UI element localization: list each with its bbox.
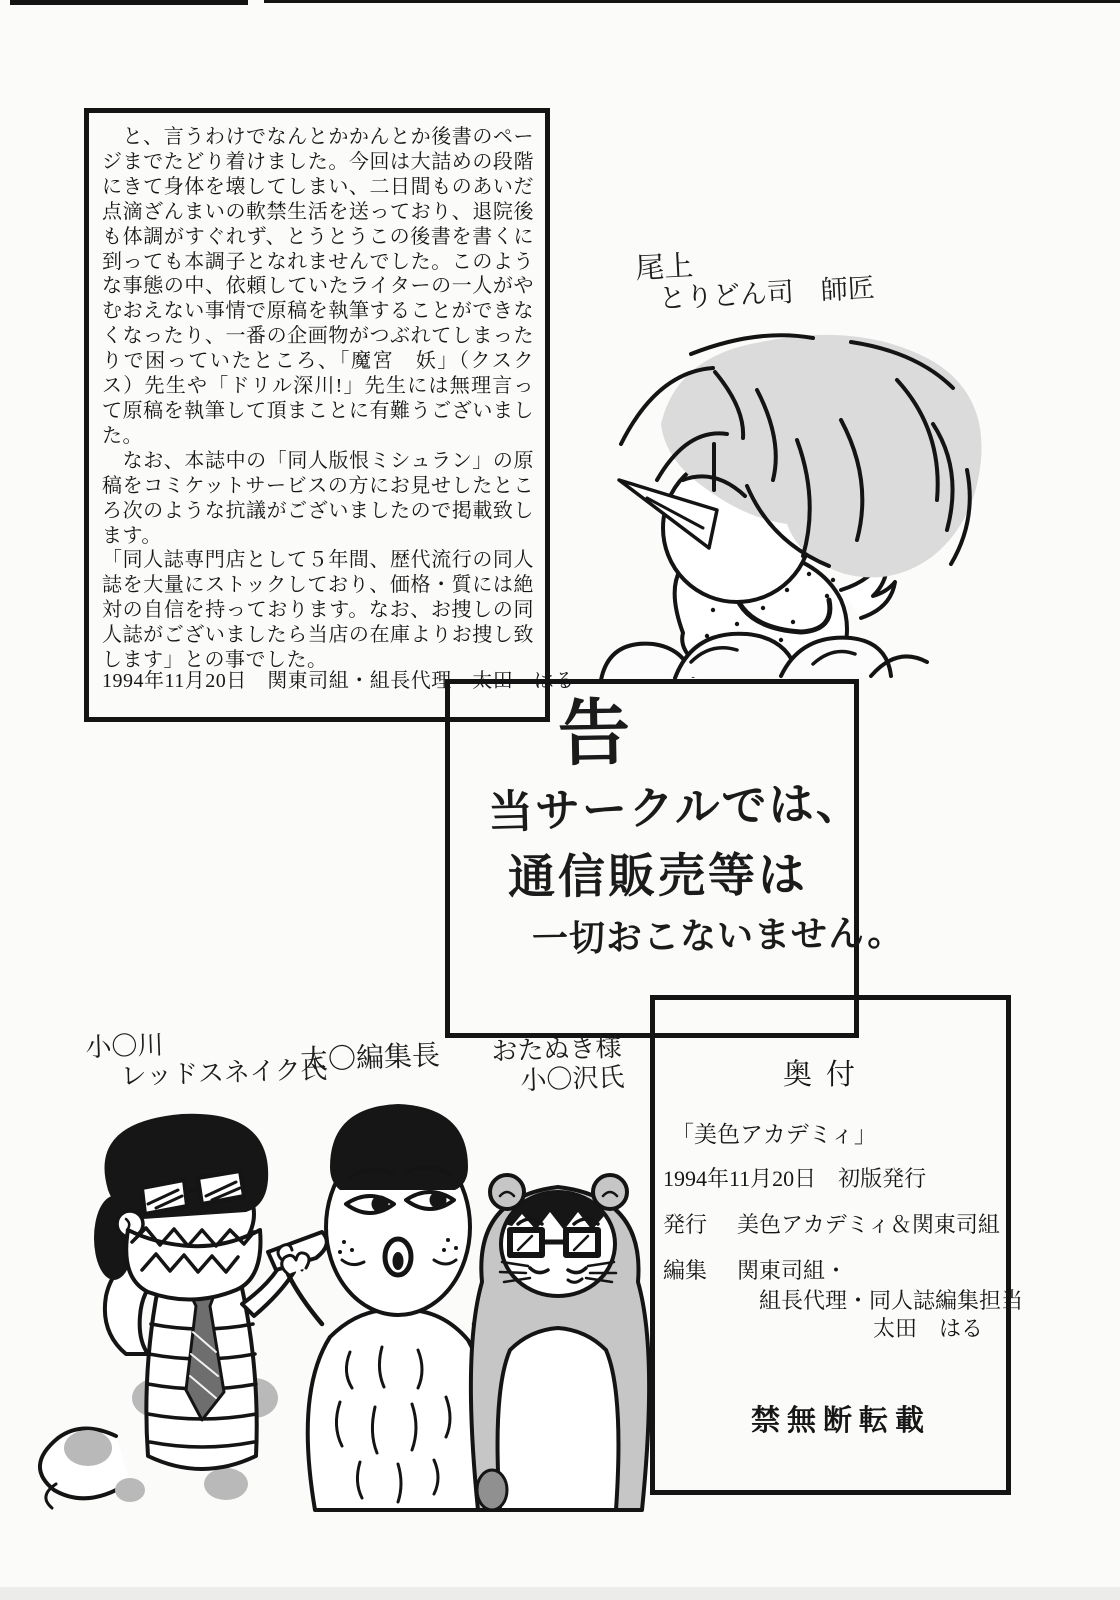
artist-caption-line2: とりどん司 師匠 — [658, 273, 876, 316]
colophon-reprint-notice: 禁無断転載 — [751, 1405, 932, 1437]
afterword-dateline: 1994年11月20日 関東司組・組長代理 太田 はる — [102, 670, 575, 692]
character-label-line1: おたぬき様 — [490, 1032, 622, 1068]
colophon-editor-line1 — [663, 1254, 847, 1285]
afterword-text — [102, 125, 534, 673]
colophon-box — [650, 995, 1024, 1495]
tanuki-character — [471, 1175, 649, 1510]
character-label-red-snake — [85, 1026, 327, 1094]
red-snake-character — [40, 1114, 327, 1508]
artist-caption-line1: 尾上 — [634, 248, 695, 286]
character-label-line1: 太〇編集長 — [299, 1038, 441, 1077]
colophon-editor-line3: 太田 はる — [873, 1316, 984, 1341]
page-edge-top-left — [10, 0, 248, 5]
character-label-editor — [299, 1040, 440, 1077]
publisher-value: 美色アカデミィ＆関東司組 — [737, 1212, 1000, 1237]
editor-label: 編集 — [663, 1258, 708, 1283]
colophon-editor-line2: 組長代理・同人誌編集担当 — [759, 1288, 1024, 1313]
colophon-book-title: 「美色アカデミィ」 — [671, 1122, 877, 1147]
page-edge-top-right — [264, 0, 1120, 3]
afterword-box — [84, 108, 575, 722]
mail-order-notice-box — [445, 679, 905, 1038]
notice-line1: 当サークルでは、 — [487, 776, 864, 839]
notice-heading: 告 — [557, 690, 631, 776]
page-edge-bottom — [0, 1587, 1120, 1600]
mascot-characters-drawing — [30, 1092, 680, 1520]
artist-caption — [634, 240, 875, 317]
colophon-publisher-line — [663, 1208, 1000, 1239]
colophon-edition-line: 1994年11月20日 初版発行 — [663, 1166, 927, 1191]
chick-in-nest-drawing — [595, 328, 1015, 680]
notice-line2: 通信販売等は — [507, 847, 809, 906]
afterword-paragraph-3: 「同人誌専門店として５年間、歴代流行の同人誌を大量にストックしており、価格・質には絶対の自信を持っております。なお、お捜しの同人誌がございましたら当店の在庫よりお捜し致します」との事でした。 — [102, 549, 534, 672]
character-label-line2: 小〇沢氏 — [519, 1062, 625, 1097]
character-label-tanuki — [491, 1034, 625, 1098]
publisher-label: 発行 — [663, 1212, 708, 1237]
character-label-line2: レッドスネイク氏 — [120, 1054, 328, 1092]
editor-value-line1: 関東司組・ — [737, 1258, 848, 1283]
character-label-line1: 小〇川 — [84, 1030, 165, 1064]
colophon-heading: 奥付 — [783, 1059, 870, 1091]
afterword-paragraph-2: なお、本誌中の「同人版恨ミシュラン」の原稿をコミケットサービスの方にお見せしたところ次のような抗議がございましたので掲載致します。 — [102, 449, 534, 547]
notice-line3: 一切おこないません。 — [531, 912, 905, 961]
afterword-paragraph-1: と、言うわけでなんとかかんとか後書のページまでたどり着けました。今回は大詰めの段階にきて身体を壊してしまい、二日間ものあいだ点滴ざんまいの軟禁生活を送っており、退院後も体調がすぐれず、とうとうこの後書を書くに到っても本調子となれませんでした。このような事態の中、依頼していたライターの一人がやむおえない事情で原稿を執筆することができなくなったり、一番の企画物がつぶれてしまったりで困っていたところ、「魔宮 妖」（クスクス）先生や「ドリル深川!」先生には無理言って原稿を執筆して頂まことに有難うございました。 — [102, 126, 534, 447]
